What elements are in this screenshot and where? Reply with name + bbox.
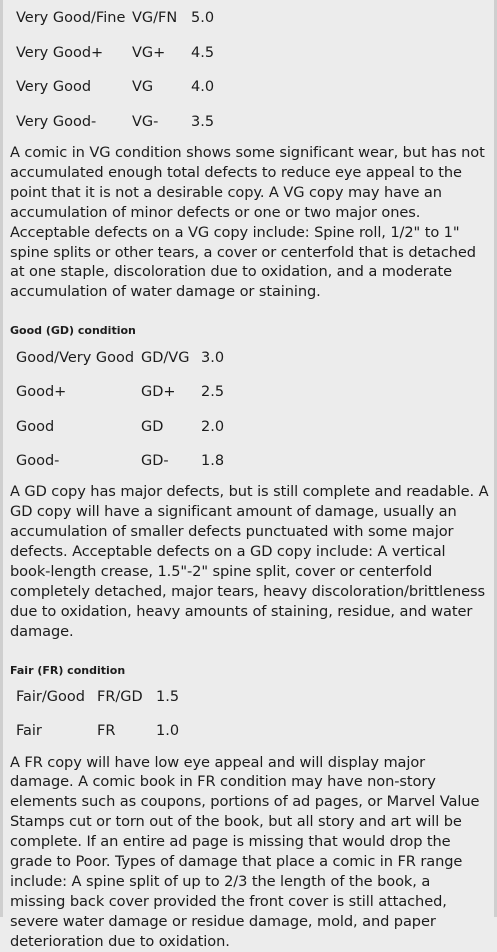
grade-score: 1.0 [156, 723, 180, 740]
grade-abbr: VG+ [132, 44, 166, 61]
grade-score: 1.5 [156, 688, 180, 705]
grade-name: Very Good+ [16, 44, 104, 61]
gd-grade-table [16, 340, 224, 478]
grade-name: Good [16, 418, 55, 435]
table-row [16, 409, 224, 444]
fr-grade-table [16, 680, 179, 749]
grade-score: 3.0 [201, 349, 225, 366]
gd-section-heading: Good (GD) condition [10, 324, 136, 338]
grade-abbr: VG/FN [132, 10, 178, 27]
grade-name: Very Good/Fine [16, 10, 126, 27]
grade-abbr: FR [97, 723, 116, 740]
grade-abbr: GD+ [141, 384, 176, 400]
table-row [16, 105, 214, 140]
grade-score: 4.0 [191, 79, 215, 96]
left-edge [0, 0, 3, 917]
fr-description: A FR copy will have low eye appeal and will display major damage. A comic book in FR condition may have non-story elements such as coupons, portions of ad pages, or Marvel Value Stamps cut or torn out of the book, but all story and art will be complete. If an entire ad page is missing that would drop the grade to Poor. Types of damage that place a comic in FR range include: A spine split of up to 2/3 the length of the book, a missing back cover provided the front cover is still attached, severe water damage or residue damage, mold, and paper deterioration due to oxidation. [10, 753, 480, 950]
fr-section-heading: Fair (FR) condition [10, 663, 126, 677]
grade-name: Very Good- [16, 113, 97, 130]
table-row [16, 444, 224, 479]
grade-abbr: VG- [132, 113, 159, 130]
table-row [16, 375, 224, 410]
grade-name: Good+ [16, 384, 67, 400]
grade-name: Good/Very Good [16, 349, 135, 366]
grade-name: Good- [16, 453, 60, 469]
table-row [16, 36, 214, 71]
grade-abbr: GD- [141, 453, 169, 469]
grade-abbr: GD/VG [141, 349, 190, 366]
grade-abbr: FR/GD [97, 688, 143, 705]
grade-name: Fair [16, 723, 42, 740]
grade-name: Very Good [16, 79, 92, 96]
vg-grade-table [16, 1, 214, 139]
article-content [10, 0, 489, 952]
grade-name: Fair/Good [16, 688, 85, 705]
grade-score: 3.5 [191, 113, 215, 130]
gd-description: A GD copy has major defects, but is still complete and readable. A GD copy will have a significant amount of damage, usually an accumulation of smaller defects punctuated with some major defects. Acceptable defects on a GD copy include: A vertical book-length crease, 1.5"-2" spine split, cover or centerfold completely detached, major tears, heavy discoloration/brittleness due to oxidation, heavy amounts of staining, residue, and water damage. [10, 483, 489, 640]
table-row [16, 680, 179, 715]
table-row [16, 1, 214, 36]
table-row [16, 70, 214, 105]
grade-score: 5.0 [191, 10, 215, 27]
grade-abbr: GD [141, 418, 164, 435]
grade-score: 2.0 [201, 418, 225, 435]
table-row [16, 340, 224, 375]
vg-description: A comic in VG condition shows some significant wear, but has not accumulated enough total defects to reduce eye appeal to the point that it is not a desirable copy. A VG copy may have an accumulation of minor defects or one or two major ones. Acceptable defects on a VG copy include: Spine roll, 1/2" to 1" spine splits or other tears, a cover or centerfold that is detached at one staple, discoloration due to oxidation, and a moderate accumulation of water damage or staining. [10, 144, 485, 301]
grade-score: 1.8 [201, 453, 225, 469]
grade-abbr: VG [132, 79, 154, 96]
grade-score: 2.5 [201, 384, 225, 400]
grade-score: 4.5 [191, 44, 215, 61]
table-row [16, 714, 179, 749]
